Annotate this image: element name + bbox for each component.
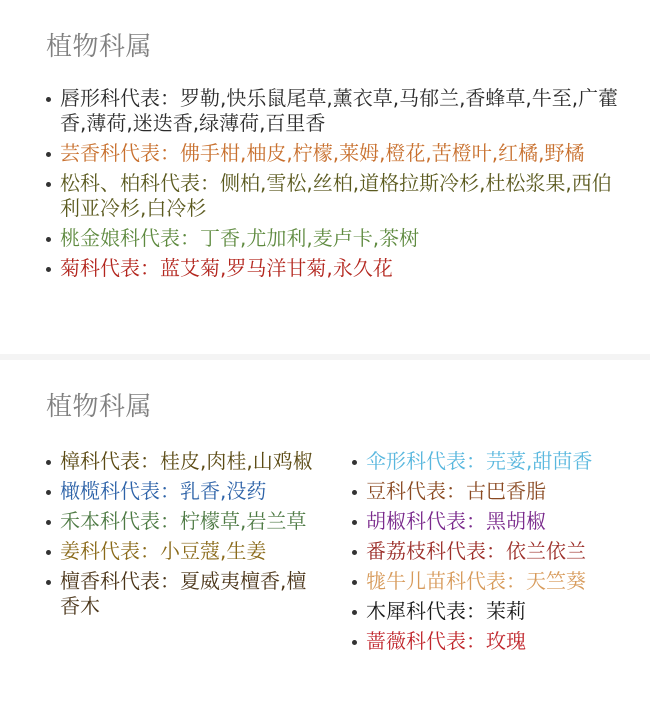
family-item: 橄榄科代表：乳香,没药 [44, 479, 326, 504]
family-item: 芸香科代表：佛手柑,柚皮,柠檬,莱姆,橙花,苦橙叶,红橘,野橘 [44, 141, 624, 166]
family-list [44, 86, 624, 286]
family-item: 菊科代表：蓝艾菊,罗马洋甘菊,永久花 [44, 256, 624, 281]
section-title: 植物科属 [46, 392, 153, 422]
section-family-2 [0, 360, 650, 709]
family-item: 松科、柏科代表：侧柏,雪松,丝柏,道格拉斯冷杉,杜松浆果,西伯利亚冷杉,白冷杉 [44, 171, 624, 221]
family-item: 豆科代表：古巴香脂 [350, 479, 640, 504]
family-item: 伞形科代表：芫荽,甜茴香 [350, 449, 640, 474]
family-item: 蔷薇科代表：玫瑰 [350, 629, 640, 654]
family-item: 唇形科代表：罗勒,快乐鼠尾草,薰衣草,马郁兰,香蜂草,牛至,广藿香,薄荷,迷迭香,绿薄荷,百里香 [44, 86, 624, 136]
family-list-right [350, 449, 640, 659]
family-item: 牻牛儿苗科代表：天竺葵 [350, 569, 640, 594]
family-item: 胡椒科代表：黑胡椒 [350, 509, 640, 534]
family-list-left [44, 449, 326, 624]
section-title: 植物科属 [46, 32, 153, 62]
family-item: 番荔枝科代表：依兰依兰 [350, 539, 640, 564]
family-item: 禾本科代表：柠檬草,岩兰草 [44, 509, 326, 534]
family-item: 樟科代表：桂皮,肉桂,山鸡椒 [44, 449, 326, 474]
family-item: 姜科代表：小豆蔻,生姜 [44, 539, 326, 564]
family-item: 桃金娘科代表：丁香,尤加利,麦卢卡,茶树 [44, 226, 624, 251]
family-item: 檀香科代表：夏威夷檀香,檀香木 [44, 569, 326, 619]
family-item: 木犀科代表：茉莉 [350, 599, 640, 624]
